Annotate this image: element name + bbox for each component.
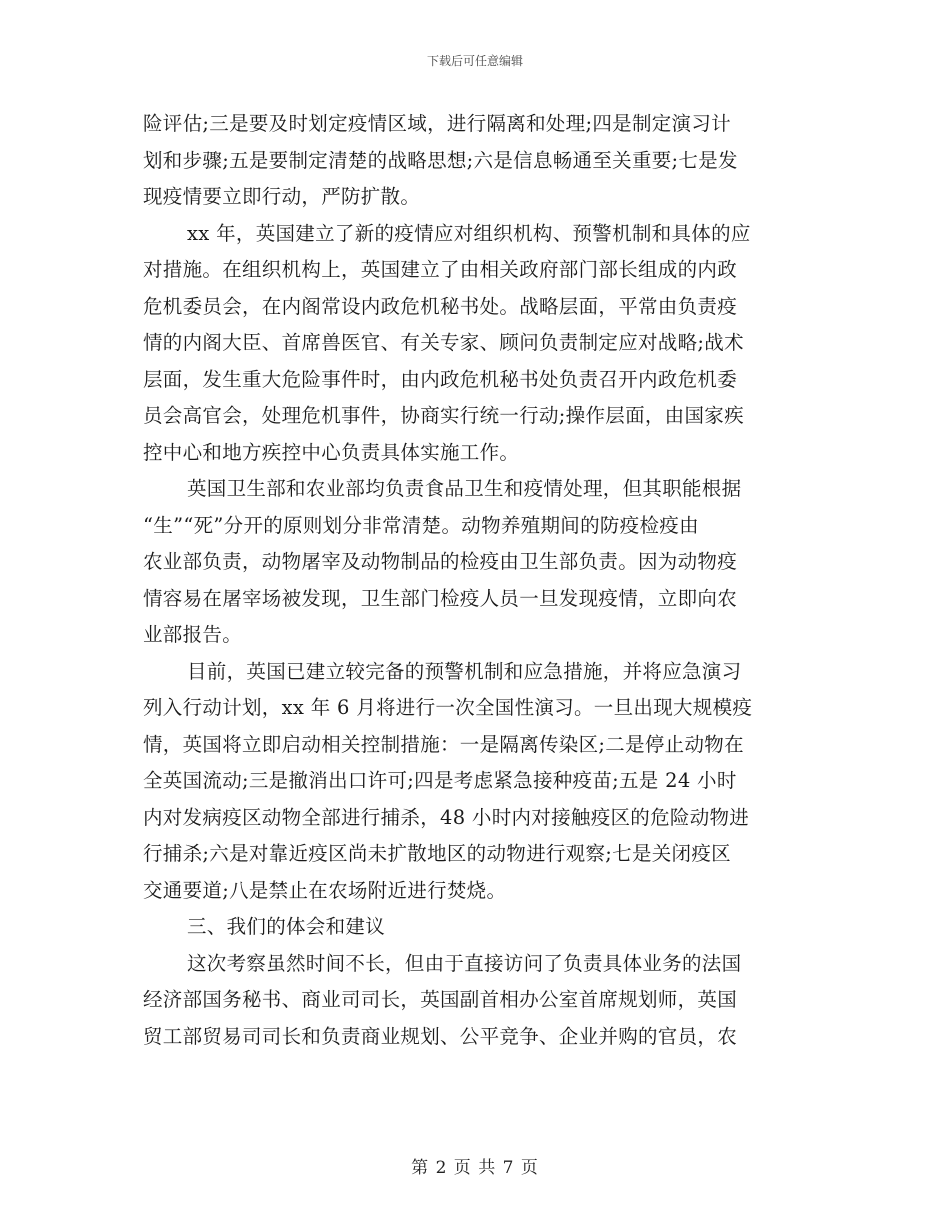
text-line: 员会高官会，处理危机事件，协商实行统一行动;操作层面，由国家疾 bbox=[143, 404, 744, 427]
page-footer: 第 2 页 共 7 页 bbox=[411, 1158, 539, 1178]
text-line: 这次考察虽然时间不长，但由于直接访问了负责具体业务的法国 bbox=[187, 951, 742, 975]
text-line: 控中心和地方疾控中心负责具体实施工作。 bbox=[143, 440, 520, 464]
text-line: 内对发病疫区动物全部进行捕杀，48 小时内对接触疫区的危险动物进 bbox=[143, 805, 750, 829]
text-line: 危机委员会，在内阁常设内政危机秘书处。战略层面，平常由负责疫 bbox=[143, 294, 738, 318]
text-line: 行捕杀;六是对靠近疫区尚未扩散地区的动物进行观察;七是关闭疫区 bbox=[143, 842, 731, 865]
text-line: 情的内阁大臣、首席兽医官、有关专家、顾问负责制定应对战略;战术 bbox=[143, 331, 744, 354]
text-line: 列入行动计划，xx 年 6 月将进行一次全国性演习。一旦出现大规模疫 bbox=[143, 696, 753, 719]
text-line: 贸工部贸易司司长和负责商业规划、公平竞争、企业并购的官员，农 bbox=[143, 1024, 738, 1048]
text-line: xx 年，英国建立了新的疫情应对组织机构、预警机制和具体的应 bbox=[187, 221, 751, 245]
text-line: 情容易在屠宰场被发现，卫生部门检疫人员一旦发现疫情，立即向农 bbox=[143, 586, 738, 610]
text-line: 层面，发生重大危险事件时，由内政危机秘书处负责召开内政危机委 bbox=[143, 367, 738, 391]
text-line: 全英国流动;三是撤消出口许可;四是考虑紧急接种疫苗;五是 24 小时 bbox=[143, 769, 737, 792]
page-header: 下载后可任意编辑 bbox=[426, 54, 523, 68]
text-line: 现疫情要立即行动，严防扩散。 bbox=[143, 185, 421, 208]
text-line: 情，英国将立即启动相关控制措施：一是隔离传染区;二是停止动物在 bbox=[143, 732, 744, 756]
text-line: 三、我们的体会和建议 bbox=[187, 915, 386, 938]
text-line: “生”“死”分开的原则划分非常清楚。动物养殖期间的防疫检疫由 bbox=[143, 513, 699, 537]
text-line: 划和步骤;五是要制定清楚的战略思想;六是信息畅通至关重要;七是发 bbox=[143, 148, 738, 172]
text-line: 业部报告。 bbox=[143, 623, 243, 646]
body-text bbox=[143, 106, 807, 1055]
text-line: 交通要道;八是禁止在农场附近进行焚烧。 bbox=[143, 878, 507, 902]
text-line: 目前，英国已建立较完备的预警机制和应急措施，并将应急演习 bbox=[187, 659, 742, 683]
text-line: 险评估;三是要及时划定疫情区域，进行隔离和处理;四是制定演习计 bbox=[143, 112, 731, 135]
text-line: 经济部国务秘书、商业司司长，英国副首相办公室首席规划师，英国 bbox=[143, 988, 738, 1011]
text-line: 农业部负责，动物屠宰及动物制品的检疫由卫生部负责。因为动物疫 bbox=[143, 550, 738, 573]
text-line: 英国卫生部和农业部均负责食品卫生和疫情处理，但其职能根据 bbox=[187, 477, 742, 500]
text-line: 对措施。在组织机构上，英国建立了由相关政府部门部长组成的内政 bbox=[143, 258, 738, 281]
